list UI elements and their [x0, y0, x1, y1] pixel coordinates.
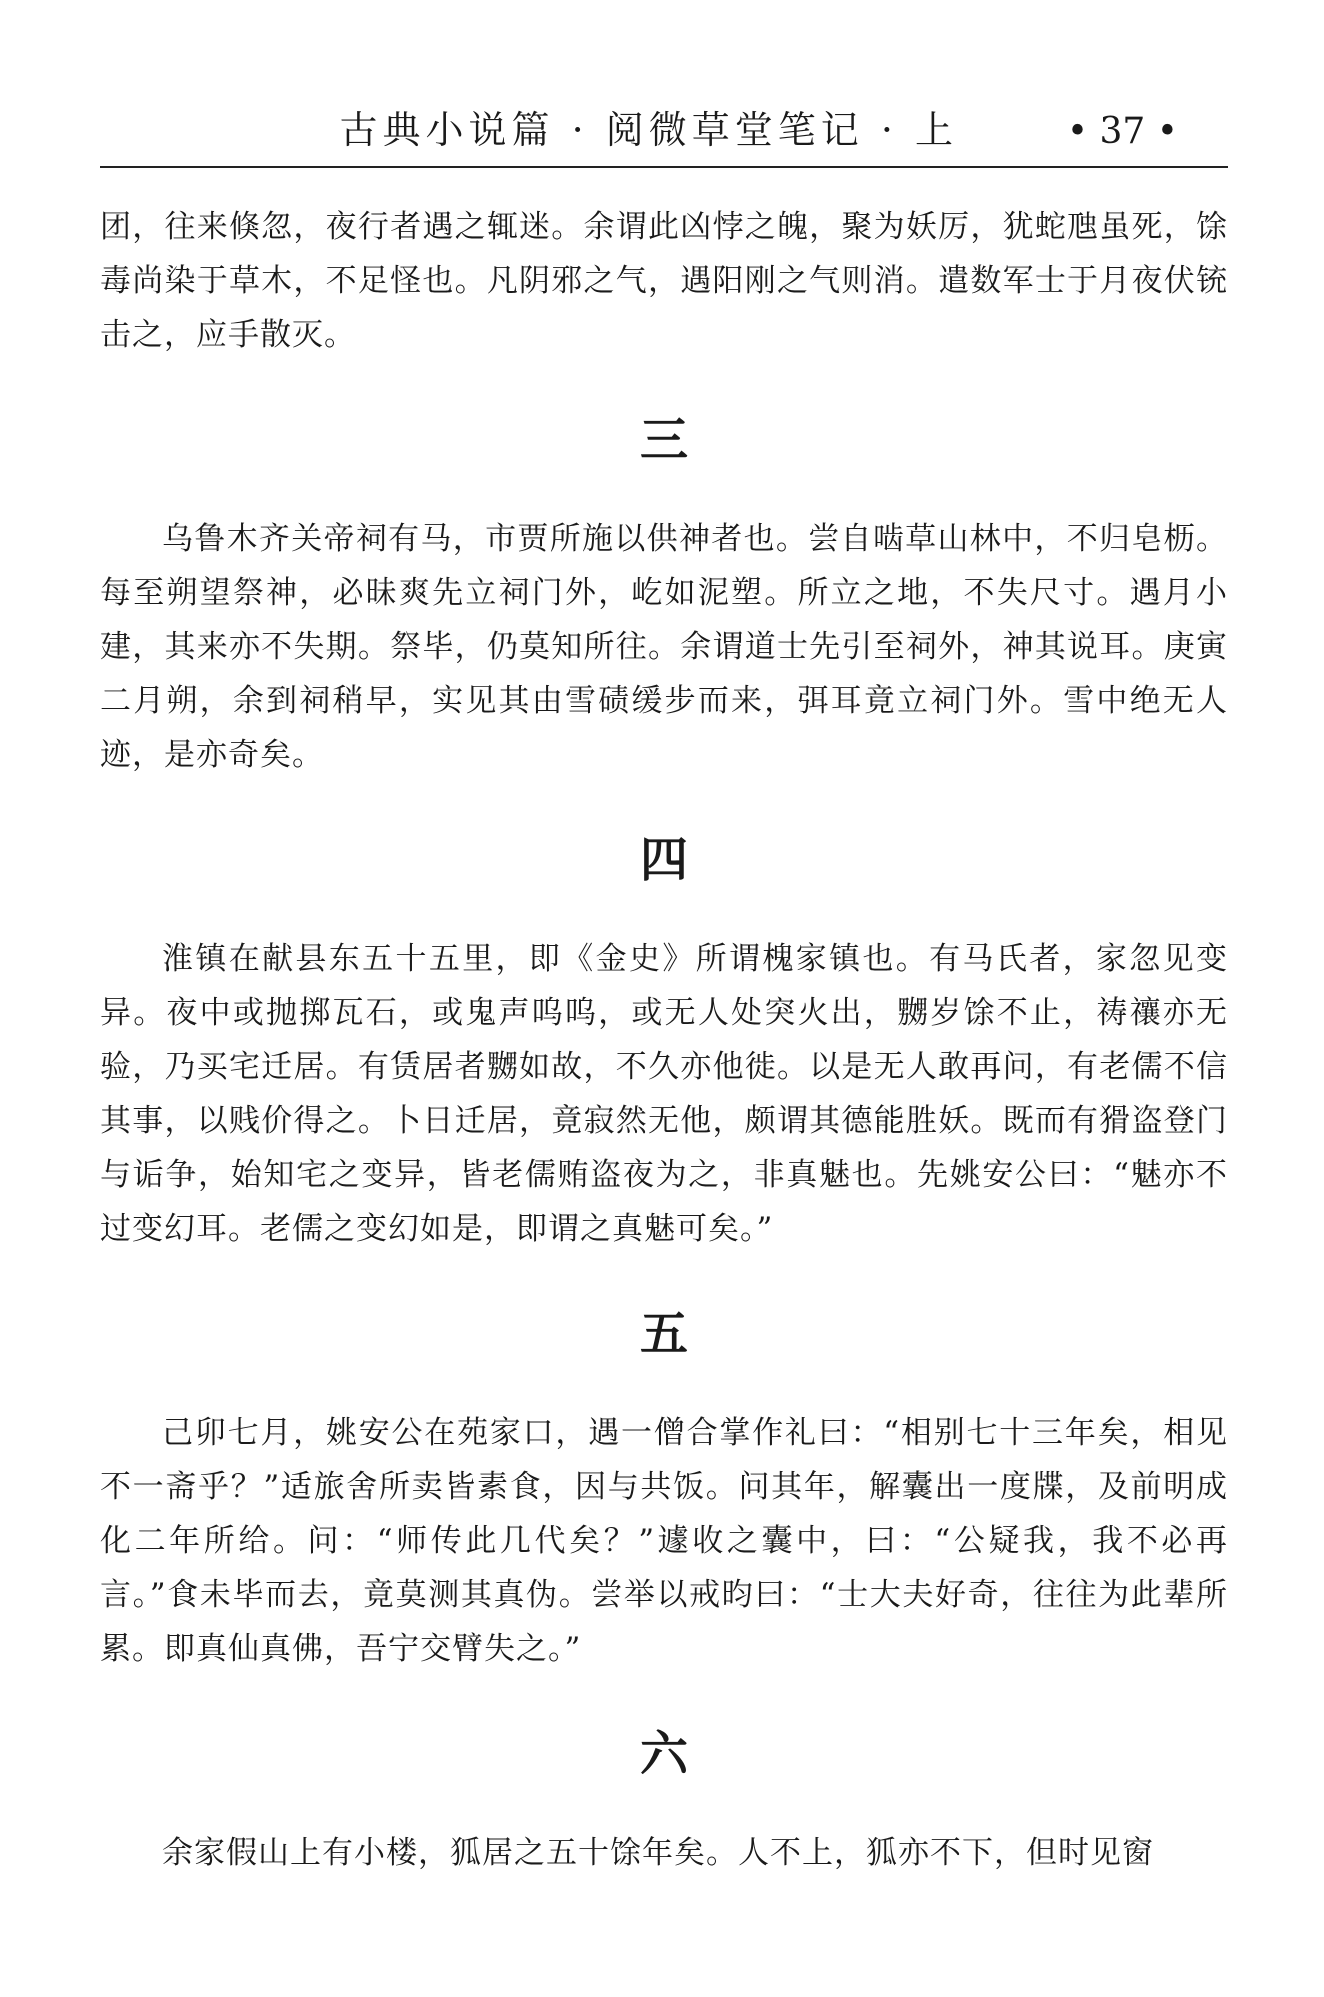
page-body: [100, 200, 1228, 1880]
section-heading-five: 五: [639, 1306, 688, 1362]
paragraph: 淮镇在献县东五十五里，即《金史》所谓槐家镇也。有马氏者，家忽见变异。夜中或抛掷瓦石，或鬼声呜呜，或无人处突火出，嬲岁馀不止，祷禳亦无验，乃买宅迁居。有赁居者嬲如故，不久亦他徙。以是无人敢再问，有老儒不信其事，以贱价得之。卜日迁居，竟寂然无他，颇谓其德能胜妖。既而有猾盗登门与诟争，始知宅之变异，皆老儒贿盗夜为之，非真魅也。先姚安公曰：“魅亦不过变幻耳。老儒之变幻如是，即谓之真魅可矣。”: [100, 941, 1228, 1247]
running-header: [100, 104, 1228, 168]
page-number: • 37 •: [1066, 111, 1178, 152]
paragraph: 己卯七月，姚安公在苑家口，遇一僧合掌作礼曰：“相别七十三年矣，相见不一斋乎？”适旅舍所卖皆素食，因与共饭。问其年，解囊出一度牒，及前明成化二年所给。问：“师传此几代矣？”遽收之囊中，曰：“公疑我，我不必再言。”食未毕而去，竟莫测其真伪。尝举以戒昀曰：“士大夫好奇，往往为此辈所累。即真仙真佛，吾宁交臂失之。”: [100, 1415, 1228, 1667]
book-page: [100, 0, 1228, 1997]
section-five: [100, 1302, 1228, 1676]
header-title: 古典小说篇 · 阅微草堂笔记 · 上: [339, 108, 958, 152]
section-continuation: [100, 200, 1228, 362]
paragraph: 乌鲁木齐关帝祠有马，市贾所施以供神者也。尝自啮草山林中，不归皂枥。每至朔望祭神，必昧爽先立祠门外，屹如泥塑。所立之地，不失尺寸。遇月小建，其来亦不失期。祭毕，仍莫知所往。余谓道士先引至祠外，神其说耳。庚寅二月朔，余到祠稍早，实见其由雪碛缓步而来，弭耳竟立祠门外。雪中绝无人迹，是亦奇矣。: [100, 521, 1228, 773]
section-heading-four: 四: [639, 832, 688, 888]
paragraph-continued: 团，往来倏忽，夜行者遇之辄迷。余谓此凶悖之魄，聚为妖厉，犹蛇虺虽死，馀毒尚染于草木，不足怪也。凡阴邪之气，遇阳刚之气则消。遣数军士于月夜伏铳击之，应手散灭。: [100, 209, 1228, 353]
section-six: [100, 1722, 1228, 1880]
section-heading-six: 六: [639, 1726, 688, 1782]
paragraph: 余家假山上有小楼，狐居之五十馀年矣。人不上，狐亦不下，但时见窗: [162, 1835, 1154, 1871]
section-four: [100, 828, 1228, 1256]
section-three: [100, 408, 1228, 782]
section-heading-three: 三: [639, 412, 688, 468]
